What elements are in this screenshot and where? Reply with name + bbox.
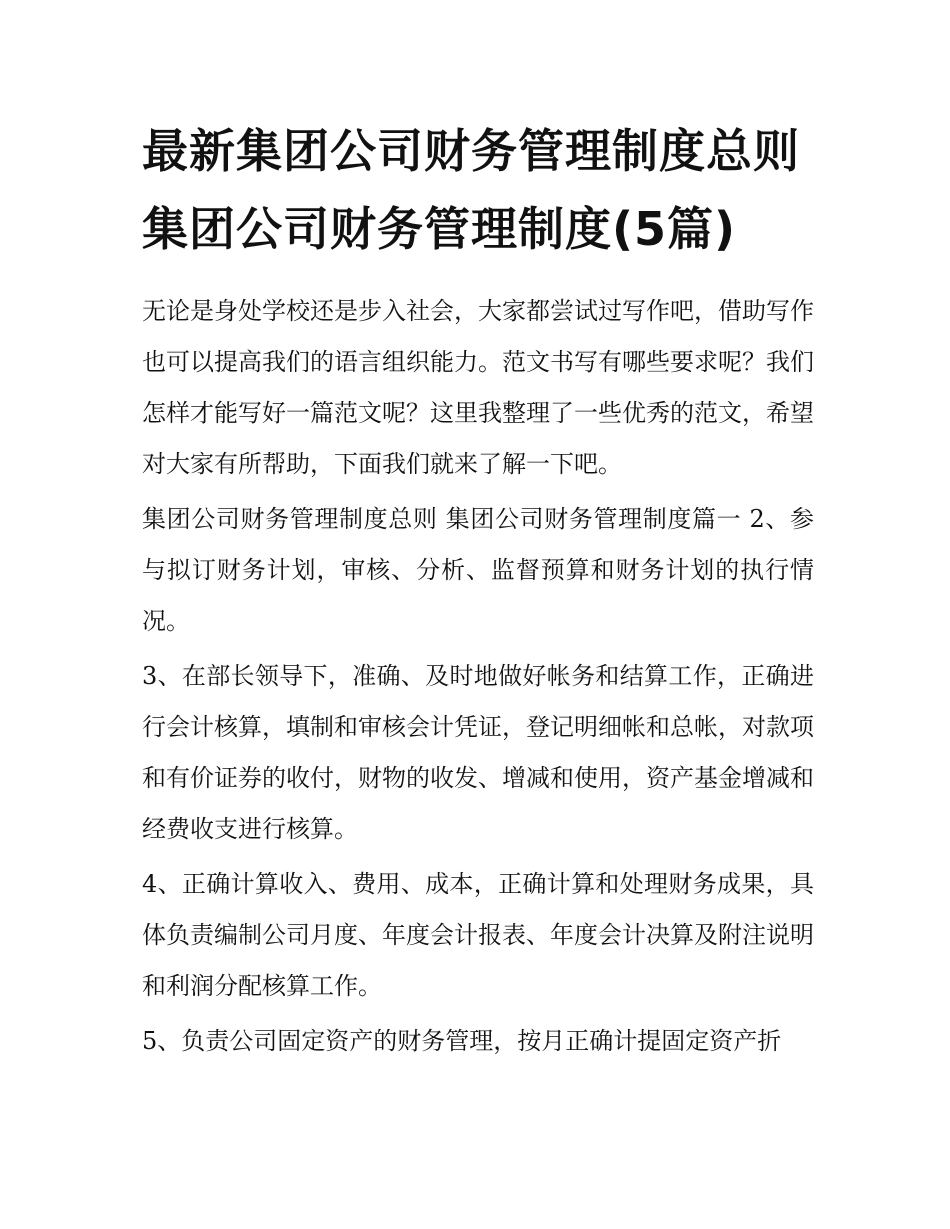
section-paragraph-item-3: 3、在部长领导下，准确、及时地做好帐务和结算工作，正确进行会计核算，填制和审核会计凭证，登记明细帐和总帐，对款项和有价证券的收付，财物的收发、增减和使用，资产基金增减和经费收支进行核算。 [142,662,814,843]
section-paragraph-item-2: 集团公司财务管理制度总则 集团公司财务管理制度篇一 2、参与拟订财务计划，审核、分析、监督预算和财务计划的执行情况。 [142,505,814,635]
document-title: 最新集团公司财务管理制度总则 集团公司财务管理制度(5篇) [142,124,800,256]
section-paragraph-item-4: 4、正确计算收入、费用、成本，正确计算和处理财务成果，具体负责编制公司月度、年度会计报表、年度会计决算及附注说明和利润分配核算工作。 [142,870,814,1000]
section-paragraph-item-5: 5、负责公司固定资产的财务管理，按月正确计提固定资产折 [142,1027,782,1055]
document-body [142,112,814,1071]
intro-paragraph: 无论是身处学校还是步入社会，大家都尝试过写作吧，借助写作也可以提高我们的语言组织能力。范文书写有哪些要求呢？我们怎样才能写好一篇范文呢？这里我整理了一些优秀的范文，希望对大家有所帮助，下面我们就来了解一下吧。 [142,297,814,478]
